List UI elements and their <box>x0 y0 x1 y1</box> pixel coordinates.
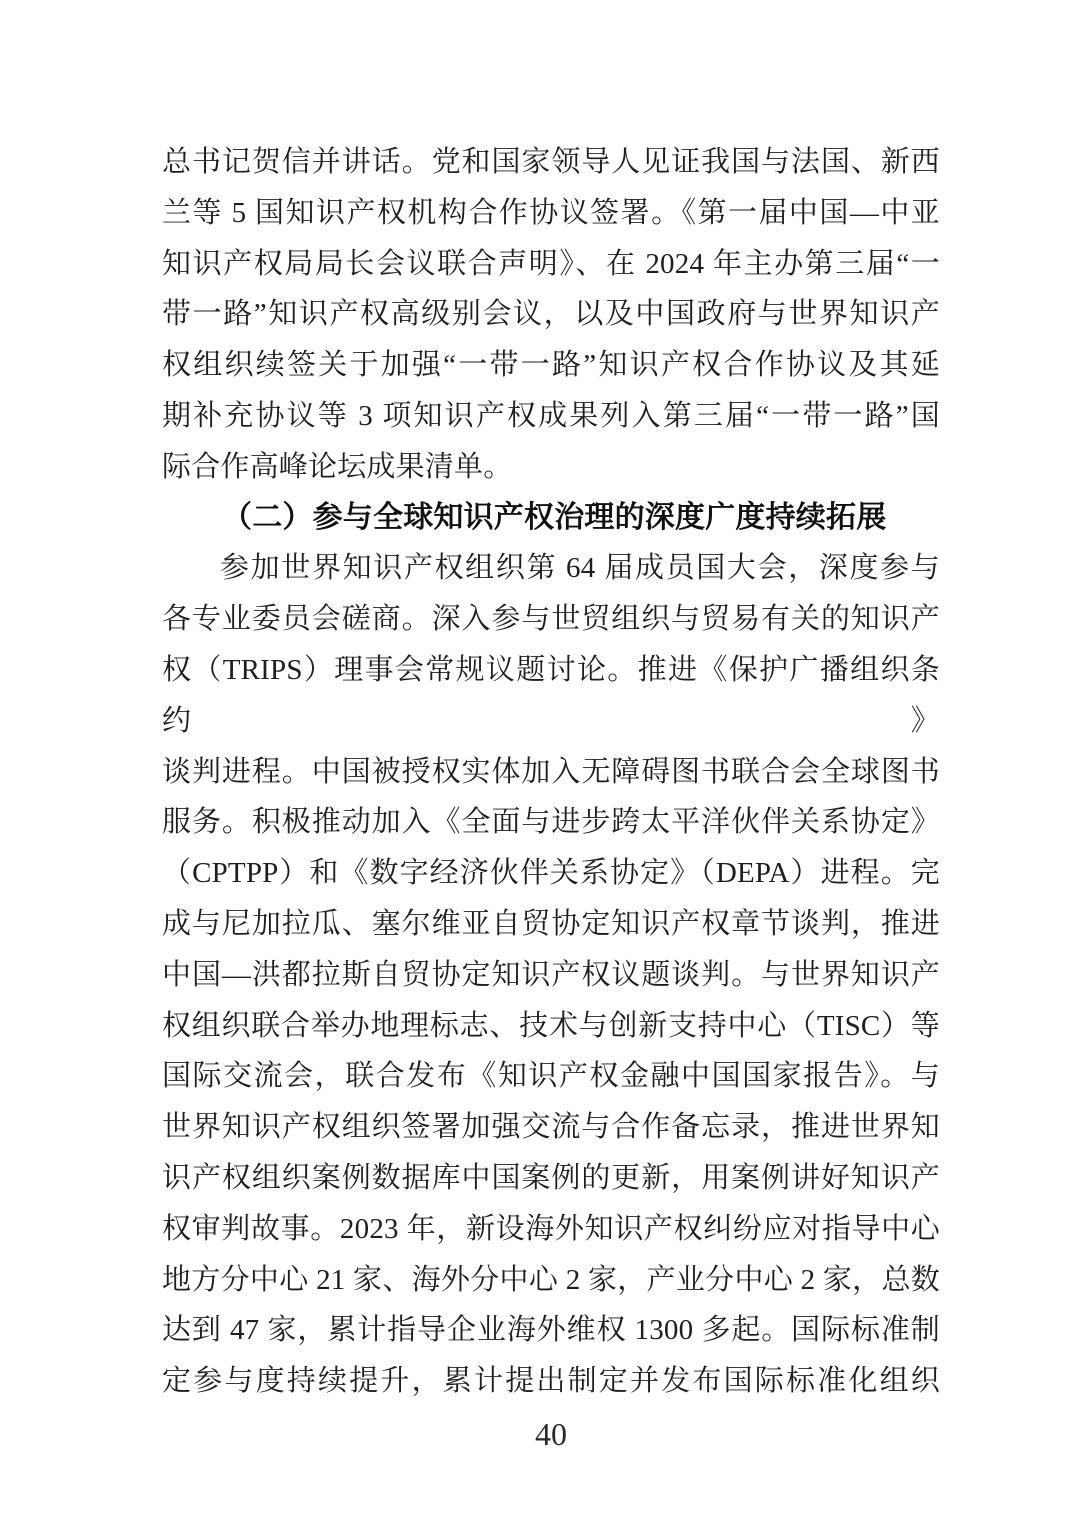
body-line: 总书记贺信并讲话。党和国家领导人见证我国与法国、新西 <box>162 146 940 178</box>
body-line: 兰等 5 国知识产权机构合作协议签署。《第一届中国—中亚 <box>162 196 940 229</box>
body-line: 世界知识产权组织签署加强交流与合作备忘录，推进世界知 <box>162 1111 940 1144</box>
body-line: 国际交流会，联合发布《知识产权金融中国国家报告》。与 <box>162 1060 940 1093</box>
body-line: 服务。积极推动加入《全面与进步跨太平洋伙伴关系协定》 <box>162 806 940 839</box>
body-line: 权审判故事。2023 年，新设海外知识产权纠纷应对指导中心 <box>162 1212 940 1245</box>
body-line: 权组织联合举办地理标志、技术与创新支持中心（TISC）等 <box>162 1009 940 1042</box>
body-line: 权组织续签关于加强“一带一路”知识产权合作协议及其延 <box>162 349 940 382</box>
section-heading: （二）参与全球知识产权治理的深度广度持续拓展 <box>222 500 887 534</box>
page-number: 40 <box>535 1415 567 1452</box>
body-line: 参加世界知识产权组织第 64 届成员国大会，深度参与 <box>220 552 940 585</box>
paragraph-previous-continuation <box>162 137 940 493</box>
body-line: 中国—洪都拉斯自贸协定知识产权议题谈判。与世界知识产 <box>162 958 940 991</box>
body-line: 地方分中心 21 家、海外分中心 2 家，产业分中心 2 家，总数 <box>162 1263 940 1296</box>
body-line: 知识产权局局长会议联合声明》、在 2024 年主办第三届“一 <box>162 247 940 280</box>
body-line: 际合作高峰论坛成果清单。 <box>162 450 513 483</box>
body-line: 识产权组织案例数据库中国案例的更新，用案例讲好知识产 <box>162 1161 940 1194</box>
body-line: （CPTPP）和《数字经济伙伴关系协定》（DEPA）进程。完 <box>162 857 940 890</box>
body-line: 权（TRIPS）理事会常规议题讨论。推进《保护广播组织条约》 <box>162 653 940 737</box>
body-line: 达到 47 家，累计指导企业海外维权 1300 多起。国际标准制 <box>162 1314 940 1347</box>
body-line: 定参与度持续提升，累计提出制定并发布国际标准化组织 <box>162 1365 940 1398</box>
body-line: 成与尼加拉瓜、塞尔维亚自贸协定知识产权章节谈判，推进 <box>162 907 940 940</box>
body-line: 各专业委员会磋商。深入参与世贸组织与贸易有关的知识产 <box>162 603 940 636</box>
paragraph-global-ip-governance <box>162 543 940 1407</box>
body-line: 谈判进程。中国被授权实体加入无障碍图书联合会全球图书 <box>162 755 940 788</box>
body-line: 带一路”知识产权高级别会议，以及中国政府与世界知识产 <box>162 298 940 331</box>
body-line: 期补充协议等 3 项知识产权成果列入第三届“一带一路”国 <box>162 399 940 432</box>
